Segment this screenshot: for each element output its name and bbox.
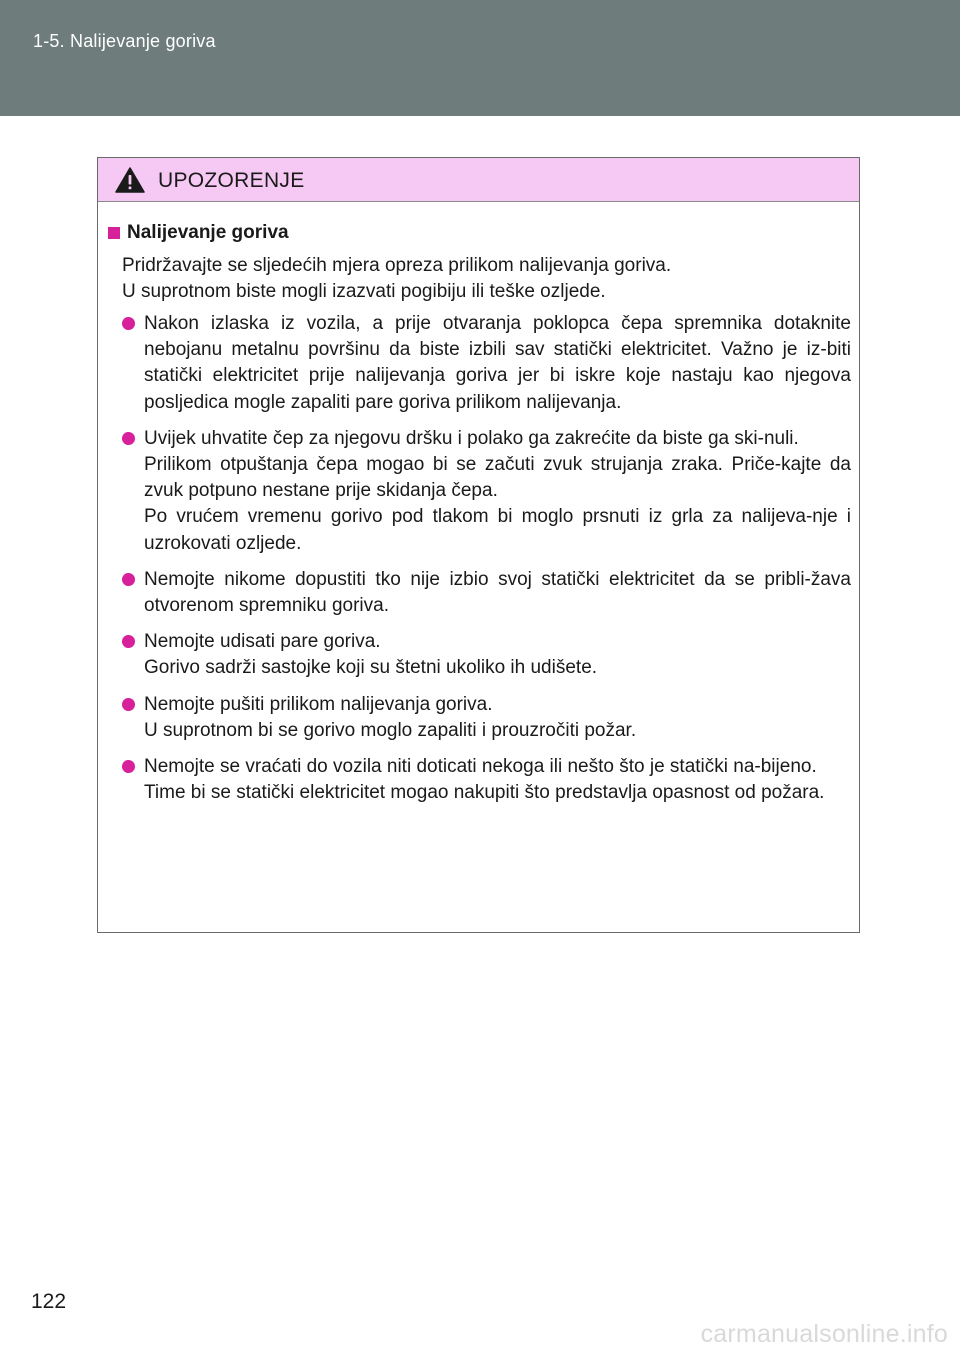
item-text: Nemojte pušiti prilikom nalijevanja goriva. <box>144 693 493 715</box>
list-item <box>108 426 851 557</box>
item-text: Po vrućem vremenu gorivo pod tlakom bi moglo prsnuti iz grla za nalijeva-nje i uzrokovati ozljede. <box>144 506 851 554</box>
header-band <box>0 0 960 116</box>
list-item <box>108 311 851 416</box>
subsection-heading <box>108 220 851 245</box>
list-item <box>108 692 851 744</box>
bullet-dot-icon <box>122 317 135 330</box>
bullet-dot-icon <box>122 698 135 711</box>
item-text: U suprotnom bi se gorivo moglo zapaliti i prouzročiti požar. <box>144 719 637 741</box>
warning-header <box>98 158 859 202</box>
page-number: 122 <box>31 1290 67 1313</box>
list-item <box>108 754 851 806</box>
item-text: Time bi se statički elektricitet mogao nakupiti što predstavlja opasnost od požara. <box>144 782 825 804</box>
list-item <box>108 567 851 619</box>
bullet-dot-icon <box>122 573 135 586</box>
intro-line: Pridržavajte se sljedećih mjera opreza prilikom nalijevanja goriva. <box>122 255 672 276</box>
item-text: Prilikom otpuštanja čepa mogao bi se začuti zvuk strujanja zraka. Priče-kajte da zvuk potpuno nestane prije skidanja čepa. <box>144 454 851 502</box>
list-item <box>108 629 851 681</box>
bullet-dot-icon <box>122 760 135 773</box>
item-text: Nemojte udisati pare goriva. <box>144 631 381 653</box>
subsection-title: Nalijevanje goriva <box>127 222 289 243</box>
item-text: Uvijek uhvatite čep za njegovu dršku i polako ga zakrećite da biste ga ski-nuli. <box>144 427 799 449</box>
intro-line: U suprotnom biste mogli izazvati pogibiju ili teške ozljede. <box>122 281 606 302</box>
section-title: 1-5. Nalijevanje goriva <box>33 31 216 51</box>
item-text: Nemojte nikome dopustiti tko nije izbio svoj statički elektricitet da se pribli-žava otvorenom spremniku goriva. <box>144 568 851 617</box>
warning-box <box>97 157 860 933</box>
watermark: carmanualsonline.info <box>700 1320 948 1348</box>
warning-body <box>98 202 859 806</box>
bullet-dot-icon <box>122 635 135 648</box>
item-text: Gorivo sadrži sastojke koji su štetni ukoliko ih udišete. <box>144 657 598 679</box>
square-bullet-icon <box>108 227 120 239</box>
warning-list <box>108 311 851 806</box>
item-text: Nakon izlaska iz vozila, a prije otvaranja poklopca čepa spremnika dotaknite nebojanu metalnu površinu da biste izbili sav statički elektricitet. Važno je iz-biti statički elektricitet prije nalijevanja goriva jer bi iskre koje nastaju kao njegova posljedica mogle zapaliti pare goriva prilikom nalijevanja. <box>144 313 851 413</box>
bullet-dot-icon <box>122 432 135 445</box>
intro-text <box>122 253 851 305</box>
warning-triangle-icon <box>115 167 145 193</box>
item-text: Nemojte se vraćati do vozila niti doticati nekoga ili nešto što je statički na-bijeno. <box>144 756 817 778</box>
warning-title: UPOZORENJE <box>158 169 305 192</box>
